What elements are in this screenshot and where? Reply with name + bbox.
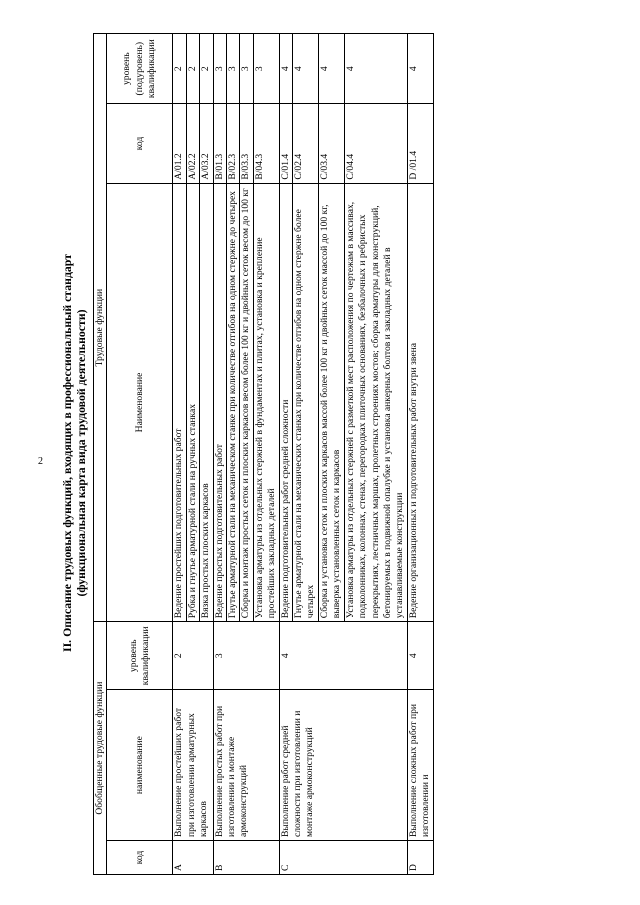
function-level: 4 [407, 34, 433, 104]
table-row [407, 34, 433, 875]
function-name: Гнутье арматурной стали на механических станках при количестве отгибов на одном стержне более четырех [293, 183, 319, 622]
function-code: A/01.2 [173, 104, 186, 183]
function-level: 3 [227, 34, 240, 104]
function-code: B/01.3 [213, 104, 226, 183]
header-code: код [107, 841, 173, 875]
function-level: 4 [293, 34, 319, 104]
function-name: Сборка и монтаж простых сеток и плоских каркасов весом более 100 кг и двойных сеток весом до 100 кг [240, 183, 253, 622]
function-level: 3 [240, 34, 253, 104]
function-level: 3 [213, 34, 226, 104]
group-name: Выполнение простых работ при изготовлении и монтаже армоконструкций [213, 690, 279, 841]
rotated-page [60, 28, 620, 878]
table-body [173, 34, 433, 875]
function-code: C/02.4 [293, 104, 319, 183]
header-name-2: Наименование [107, 183, 173, 622]
group-level: 2 [173, 622, 213, 690]
group-code: A [173, 841, 213, 875]
group-code: D [407, 841, 433, 875]
page-number: 2 [38, 456, 43, 467]
function-level: 4 [318, 34, 344, 104]
function-code: B/03.3 [240, 104, 253, 183]
function-name: Установка арматуры из отдельных стержней с разметкой мест расположения по чертежам в массивах, подколонниках, колоннах, стенах, перегородках плиточных основаниях, безбалочных и ребристых перекрытиях, лестничных маршах, пролетных строениях мостов; сборка арматуры для конструкций, бетонируемых в подвижной опалубке и установка анкерных болтов и закладных деталей в устанавливаемые конструкции [344, 183, 407, 622]
header-level: уровень квалификации [107, 622, 173, 690]
function-code: B/02.3 [227, 104, 240, 183]
function-code: B/04.3 [253, 104, 279, 183]
function-code: C/03.4 [318, 104, 344, 183]
title-line-1: II. Описание трудовых функций, входящих в профессиональный стандарт [60, 253, 74, 653]
function-name: Ведение подготовительных работ средней сложности [279, 183, 292, 622]
table-row [173, 34, 186, 875]
function-name: Сборка и установка сеток и плоских каркасов массой более 100 кг и двойных сеток массой до 100 кг, выверка установленных сеток и каркасов [318, 183, 344, 622]
function-code: A/03.2 [200, 104, 213, 183]
group-name: Выполнение простейших работ при изготовлении арматурных каркасов [173, 690, 213, 841]
function-code: C/04.4 [344, 104, 407, 183]
header-generalized: Обобщенные трудовые функции [94, 622, 107, 875]
function-level: 2 [186, 34, 199, 104]
group-code: B [213, 841, 279, 875]
section-title [60, 28, 88, 878]
function-code: D /01.4 [407, 104, 433, 183]
function-name: Ведение простейших подготовительных работ [173, 183, 186, 622]
title-line-2: (функциональная карта вида трудовой деятельности) [74, 309, 88, 597]
header-code-2: код [107, 104, 173, 183]
function-level: 3 [253, 34, 279, 104]
function-name: Рубка и гнутье арматурной стали на ручных станках [186, 183, 199, 622]
function-level: 2 [200, 34, 213, 104]
group-name: Выполнение работ средней сложности при изготовлении и монтаже армоконструкций [279, 690, 407, 841]
functional-map-table [93, 33, 434, 875]
function-level: 2 [173, 34, 186, 104]
group-level: 4 [279, 622, 407, 690]
function-level: 4 [279, 34, 292, 104]
function-name: Установка арматуры из отдельных стержней в фундаментах и плитах, установка и крепление простейших закладных деталей [253, 183, 279, 622]
group-code: C [279, 841, 407, 875]
header-level-2: уровень (подуровень) квалификации [107, 34, 173, 104]
function-name: Ведение простых подготовительных работ [213, 183, 226, 622]
function-name: Гнутье арматурной стали на механическом станке при количестве отгибов на одном стержне до четырех [227, 183, 240, 622]
function-name: Вязка простых плоских каркасов [200, 183, 213, 622]
group-name: Выполнение сложных работ при изготовлении и [407, 690, 433, 841]
function-code: A/02.2 [186, 104, 199, 183]
function-name: Ведение организационных и подготовительных работ внутри звена [407, 183, 433, 622]
group-level: 3 [213, 622, 279, 690]
function-code: C/01.4 [279, 104, 292, 183]
header-name: наименование [107, 690, 173, 841]
header-labor: Трудовые функции [94, 34, 107, 622]
table-row [213, 34, 226, 875]
table-row [279, 34, 292, 875]
group-level: 4 [407, 622, 433, 690]
function-level: 4 [344, 34, 407, 104]
table-header [94, 34, 173, 875]
